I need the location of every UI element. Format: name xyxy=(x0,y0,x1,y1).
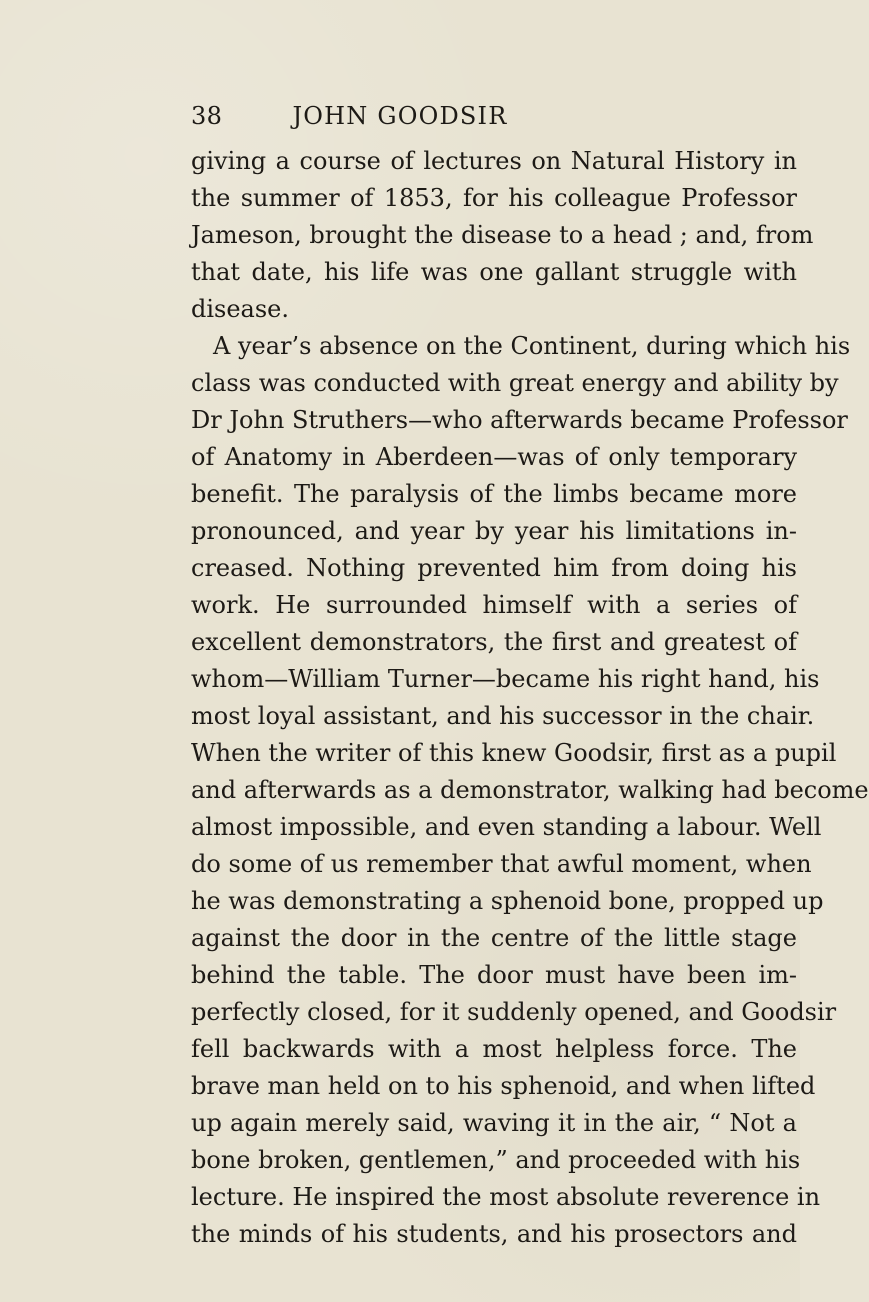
text-line: giving a course of lectures on Natural History in xyxy=(191,147,797,175)
text-line: up again merely said, waving it in the air, “ Not a xyxy=(191,1109,797,1137)
text-line: whom—William Turner—became his right hand, his xyxy=(191,665,820,693)
text-line: he was demonstrating a sphenoid bone, propped up xyxy=(191,887,824,915)
text-line: class was conducted with great energy and ability by xyxy=(191,369,839,397)
text-line: bone broken, gentlemen,” and proceeded with his xyxy=(191,1146,801,1174)
text-line: Dr John Struthers—who afterwards became Professor xyxy=(191,406,848,434)
text-line: against the door in the centre of the little stage xyxy=(191,924,797,952)
text-line: lecture. He inspired the most absolute reverence in xyxy=(191,1183,821,1211)
body-text xyxy=(191,143,869,1253)
paragraph-end-line: disease. xyxy=(191,295,290,323)
text-line: pronounced, and year by year his limitations in- xyxy=(191,517,797,545)
running-head: JOHN GOODSIR xyxy=(292,102,508,130)
text-line: When the writer of this knew Goodsir, first as a pupil xyxy=(191,739,837,767)
text-line: Jameson, brought the disease to a head ; and, from xyxy=(191,221,814,249)
text-line: fell backwards with a most helpless force. The xyxy=(191,1035,797,1063)
text-line: excellent demonstrators, the first and greatest of xyxy=(191,628,797,656)
text-line: that date, his life was one gallant struggle with xyxy=(191,258,797,286)
text-line: creased. Nothing prevented him from doing his xyxy=(191,554,797,582)
text-line: perfectly closed, for it suddenly opened, and Goodsir xyxy=(191,998,837,1026)
text-line: the summer of 1853, for his colleague Professor xyxy=(191,184,797,212)
text-line: benefit. The paralysis of the limbs became more xyxy=(191,480,797,508)
text-line: the minds of his students, and his prosectors and xyxy=(191,1220,797,1248)
text-line: do some of us remember that awful moment, when xyxy=(191,850,812,878)
text-line: and afterwards as a demonstrator, walking had become xyxy=(191,776,869,804)
text-line: brave man held on to his sphenoid, and when lifted xyxy=(191,1072,816,1100)
paragraph-start-line: A year’s absence on the Continent, during which his xyxy=(213,332,851,360)
text-line: work. He surrounded himself with a series of xyxy=(191,591,797,619)
text-line: almost impossible, and even standing a labour. Well xyxy=(191,813,822,841)
text-line: of Anatomy in Aberdeen—was of only temporary xyxy=(191,443,797,471)
text-line: behind the table. The door must have been im- xyxy=(191,961,797,989)
page-number: 38 xyxy=(191,102,223,130)
page-header xyxy=(191,96,609,136)
text-line: most loyal assistant, and his successor in the chair. xyxy=(191,702,815,730)
